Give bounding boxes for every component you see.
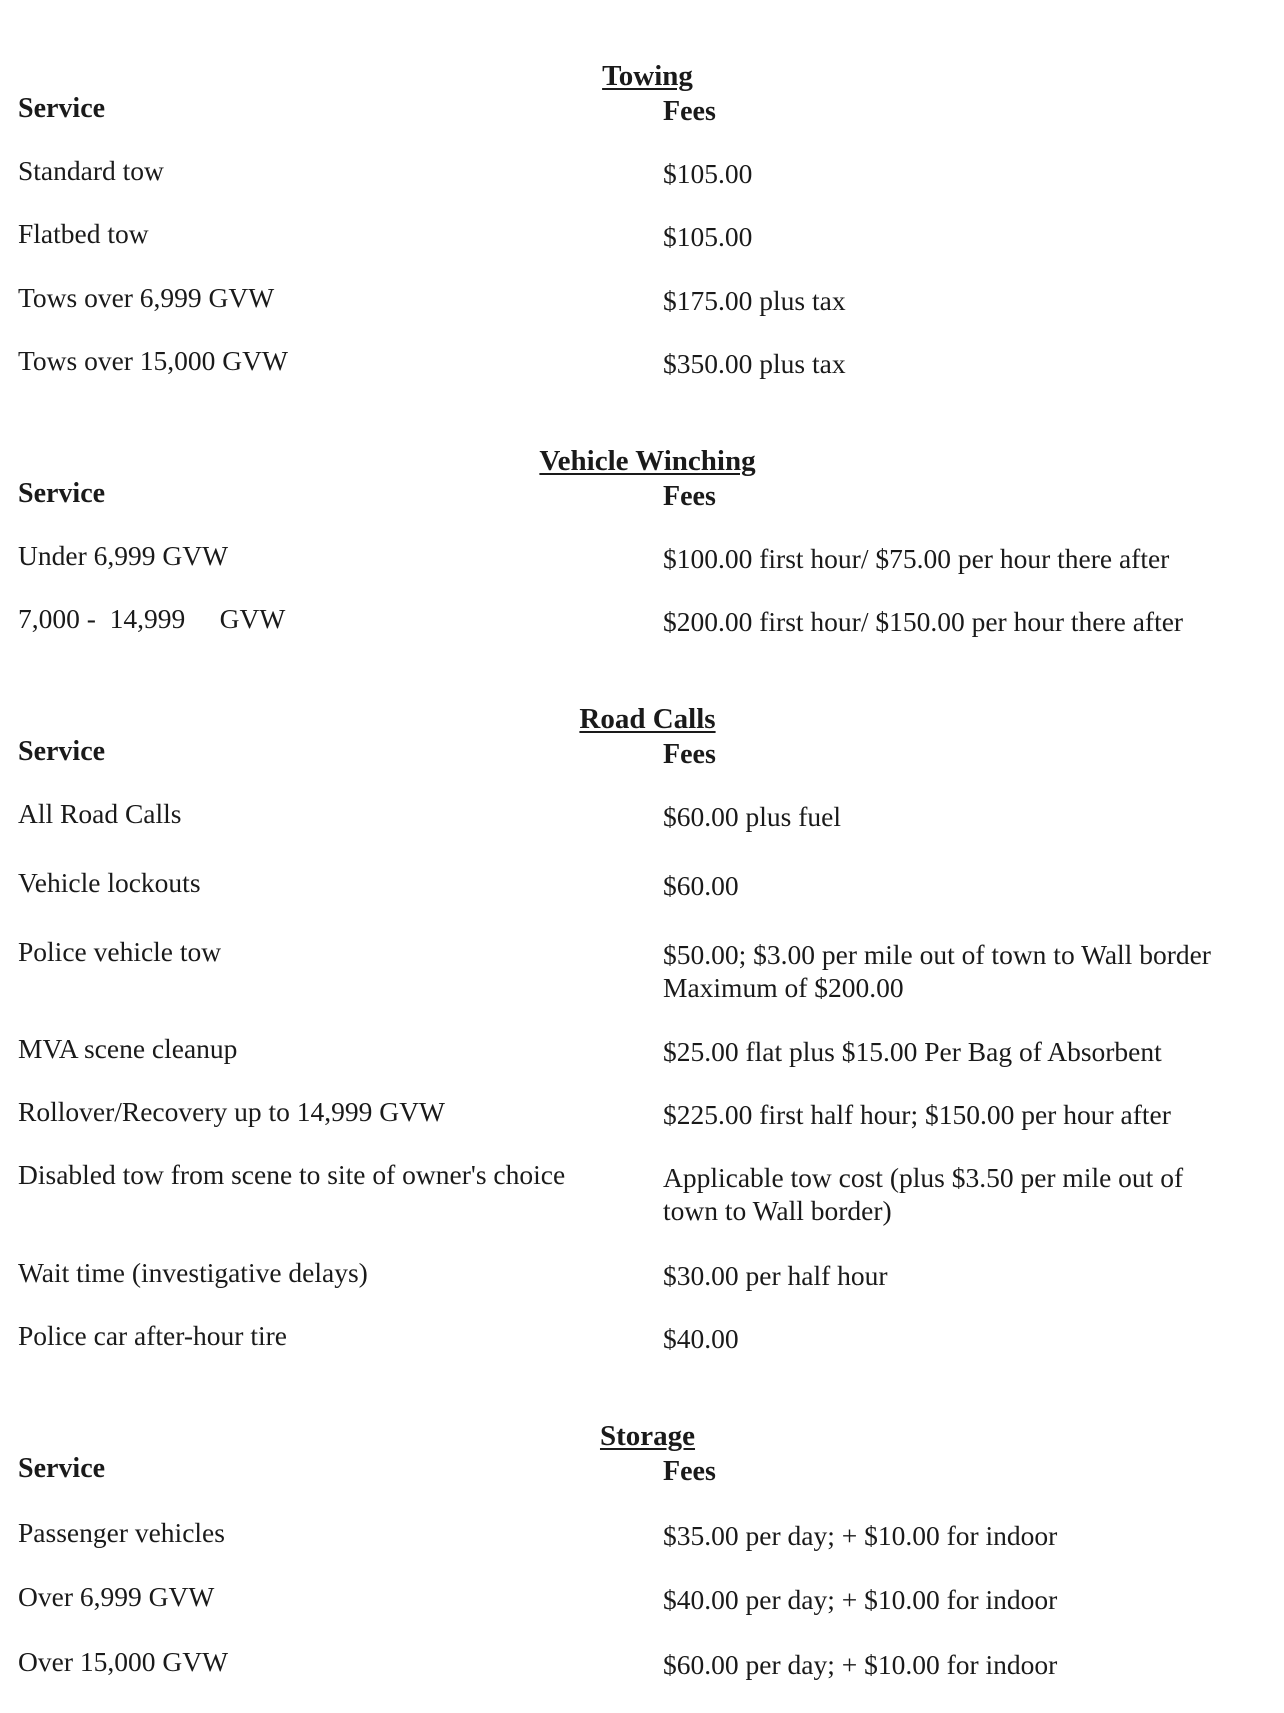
service-column-header: Service [18,478,106,509]
fee-cell: $50.00; $3.00 per mile out of town to Wall border Maximum of $200.00 [663,939,1211,1003]
fee-cell: $35.00 per day; + $10.00 for indoor [663,1520,1058,1551]
fee-cell: $40.00 [663,1323,739,1354]
fee-cell: $175.00 plus tax [663,285,846,316]
service-cell: MVA scene cleanup [18,1033,238,1064]
service-cell: Tows over 6,999 GVW [18,282,275,313]
fee-cell: $200.00 first hour/ $150.00 per hour there after [663,606,1184,637]
service-cell: Tows over 15,000 GVW [18,345,288,376]
section-title: Road Calls [579,703,716,735]
service-column-header: Service [18,93,106,124]
service-cell: Wait time (investigative delays) [18,1257,368,1288]
fee-cell: $40.00 per day; + $10.00 for indoor [663,1584,1058,1615]
service-cell: Standard tow [18,155,164,186]
service-cell: Over 15,000 GVW [18,1646,229,1677]
service-column-header: Service [18,1453,106,1484]
fee-cell: Applicable tow cost (plus $3.50 per mile out of town to Wall border) [663,1162,1184,1226]
fee-cell: $60.00 [663,870,739,901]
section-title: Towing [602,60,693,92]
service-cell: Rollover/Recovery up to 14,999 GVW [18,1096,445,1127]
fee-cell: $30.00 per half hour [663,1260,888,1291]
fees-column-header: Fees [663,481,716,512]
service-cell: Disabled tow from scene to site of owner's choice [18,1159,566,1190]
fee-cell: $105.00 [663,221,753,252]
service-cell: Flatbed tow [18,218,149,249]
service-cell: Under 6,999 GVW [18,540,229,571]
fee-cell: $60.00 per day; + $10.00 for indoor [663,1649,1058,1680]
service-cell: Police vehicle tow [18,936,222,967]
service-cell: All Road Calls [18,798,182,829]
fees-column-header: Fees [663,739,716,770]
service-cell: Vehicle lockouts [18,867,201,898]
service-cell: Passenger vehicles [18,1517,225,1548]
fee-cell: $105.00 [663,158,753,189]
service-cell: 7,000 - 14,999 GVW [18,603,286,634]
section-title: Vehicle Winching [539,445,756,477]
fee-cell: $225.00 first half hour; $150.00 per hour after [663,1099,1171,1130]
fee-cell: $25.00 flat plus $15.00 Per Bag of Absorbent [663,1036,1162,1067]
fee-cell: $60.00 plus fuel [663,801,841,832]
fee-cell: $100.00 first hour/ $75.00 per hour there after [663,543,1170,574]
fees-column-header: Fees [663,96,716,127]
fee-cell: $350.00 plus tax [663,348,846,379]
fees-column-header: Fees [663,1456,716,1487]
service-column-header: Service [18,736,106,767]
service-cell: Police car after-hour tire [18,1320,287,1351]
service-cell: Over 6,999 GVW [18,1581,215,1612]
section-title: Storage [599,1420,696,1452]
